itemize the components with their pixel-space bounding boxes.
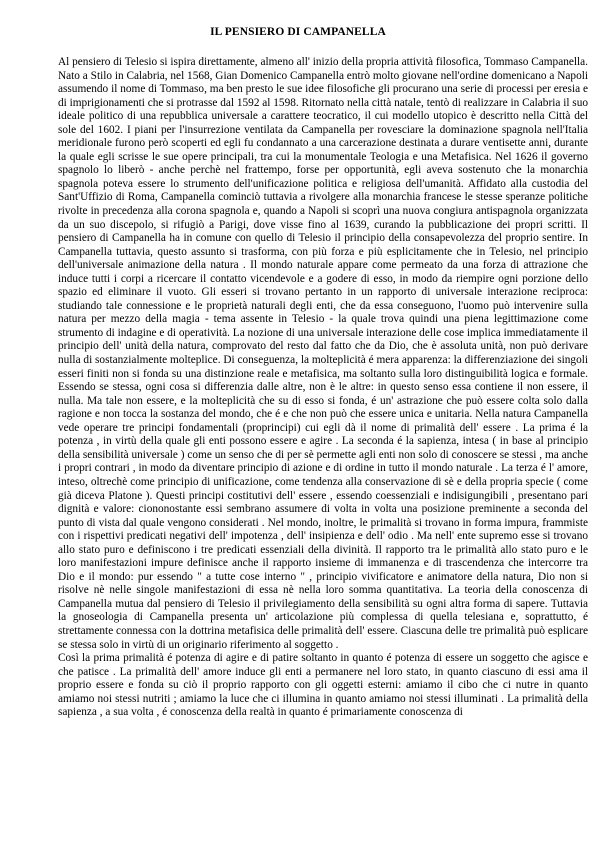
paragraph: Così la prima primalità é potenza di agire e di patire soltanto in quanto é potenza di essere un soggetto che agisce e che patisce . La primalità dell' amore induce gli enti a permanere nel loro stato, in quanto ciascuno di essi ama il proprio essere e fonda su ciò il proprio rapporto con gli oggetti esterni: amiamo il cibo che ci nutre in quanto amiamo noi stessi nutriti ; amiamo la luce che ci illumina in quanto amiamo noi stessi illuminati . La primalità della sapienza , a sua volta , é conoscenza della realtà in quanto é primariamente conoscenza di xyxy=(58,652,588,719)
paragraph: Al pensiero di Telesio si ispira direttamente, almeno all' inizio della propria attività filosofica, Tommaso Campanella. Nato a Stilo in Calabria, nel 1568, Gian Domenico Campanella entrò molto giovane nell'ordine domenicano a Napoli assumendo il nome di Tommaso, ma ben presto le sue idee filosofiche gli procurano una serie di processi per eresia e di imprigionamenti che si protrasse dal 1592 al 1598. Ritornato nella città natale, tentò di realizzare in Calabria il suo ideale politico di una repubblica universale a carattere teocratico, il cui modello utopico è descritto nella Città del sole del 1602. I piani per l'insurrezione ventilata da Campanella per rovesciare la dominazione spagnola nell'Italia meridionale furono però scoperti ed egli fu condannato a una carcerazione destinata a durare ventisette anni, durante la quale egli scrisse le sue opere principali, tra cui la monumentale Teologia e una Metafisica. Nel 1626 il governo spagnolo lo liberò - anche perchè nel frattempo, forse per opportunità, egli aveva sostenuto che la monarchia spagnola poteva essere lo strumento dell'unificazione politica e religiosa dell'umanità. Affidato alla custodia del Sant'Uffizio di Roma, Campanella cominciò tuttavia a rivolgere alla monarchia francese le stesse speranze politiche rivolte in precedenza alla corona spagnola e, quando a Napoli si scoprì una nuova congiura antispagnola organizzata da un suo discepolo, si rifugiò a Parigi, dove visse fino al 1639, curando la pubblicazione dei propri scritti. Il pensiero di Campanella ha in comune con quello di Telesio il principio della consapevolezza del proprio sentire. In Campanella tuttavia, questo assunto si trasforma, con più forza e più esplicitamente che in Telesio, nel principio dell'universale animazione della natura . Il mondo naturale appare come permeato da una forza di attrazione che induce tutti i corpi a ricercare il contatto vicendevole e a godere di esso, in modo da riempire ogni porzione dello spazio ed eliminare il vuoto. Gli esseri si trovano pertanto in un rapporto di universale interazione reciproca: studiando tale connessione e le proprietà naturali degli enti, che da essa conseguono, l'uomo può intervenire sulla natura per mezzo della magia - tema assente in Telesio - la quale trova quindi una piena legittimazione come strumento di indagine e di operatività. La nozione di una universale interazione delle cose implica immediatamente il principio dell' unità della natura, comprovato del resto dal fatto che da Dio, che è assoluta unità, non può derivare nulla di sostanzialmente molteplice. Di conseguenza, la molteplicità é mera apparenza: la differenziazione dei singoli esseri finiti non si fonda su una distinzione reale e metafisica, ma soltanto sulla loro distinguibilità logica e formale. Essendo se stessa, ogni cosa si differenzia dalle altre, non è le altre: in questo senso essa contiene il non essere, il nulla. Ma tale non essere, e la molteplicità che su di esso si fonda, é un' astrazione che può essere colta solo dalla ragione e non tocca la sostanza del mondo, che é e che non può che essere unica e unitaria. Nella natura Campanella vede operare tre principi fondamentali (proprincipi) cui egli dà il nome di primalità dell' essere . La prima é la potenza , in virtù della quale gli enti possono essere e agire . La seconda é la sapienza, intesa ( in base al principio della sensibilità universale ) come un senso che di per sè permette agli enti non solo di conoscere se stessi , ma anche i propri contrari , in modo da diventare principio di azione e di ordine in tutto il mondo naturale . La terza é l' amore, inteso, oltrechè come principio di unificazione, come tendenza alla conservazione di sè e della propria specie ( come già diceva Platone ). Questi principi costitutivi dell' essere , essendo coessenziali e indisigungibili , presentano pari dignità e valore: ciononostante essi sembrano assumere di volta in volta una posizione preminente a seconda del punto di vista dal quale vengono considerati . Nel mondo, inoltre, le primalità si trovano in forma impura, frammiste con i rispettivi predicati negativi dell' impotenza , dell' insipienza e dell' odio . Ma nell' ente supremo esse si trovano allo stato puro e definiscono i tre predicati essenziali della divinità. Il rapporto tra le primalità allo stato puro e le loro manifestazioni impure definisce anche il rapporto insieme di immanenza e di trascendenza che intercorre tra Dio e il mondo: pur essendo " a tutte cose interno " , principio vivificatore e animatore della natura, Dio non si risolve nè nelle singole manifestazioni di essa nè nella loro somma quantitativa. La teoria della conoscenza di Campanella mutua dal pensiero di Telesio il privilegiamento della sensibilità su ogni altra forma di sapere. Tuttavia la gnoseologia di Campanella presenta un' articolazione più complessa di quella telesiana e, soprattutto, é strettamente connessa con la dottrina metafisica delle primalità dell' essere. Ciascuna delle tre primalità può esplicare se stessa solo in virtù di un originario riferimento al soggetto . xyxy=(58,56,588,651)
document-body xyxy=(58,56,588,720)
page-title: IL PENSIERO DI CAMPANELLA xyxy=(210,26,386,38)
